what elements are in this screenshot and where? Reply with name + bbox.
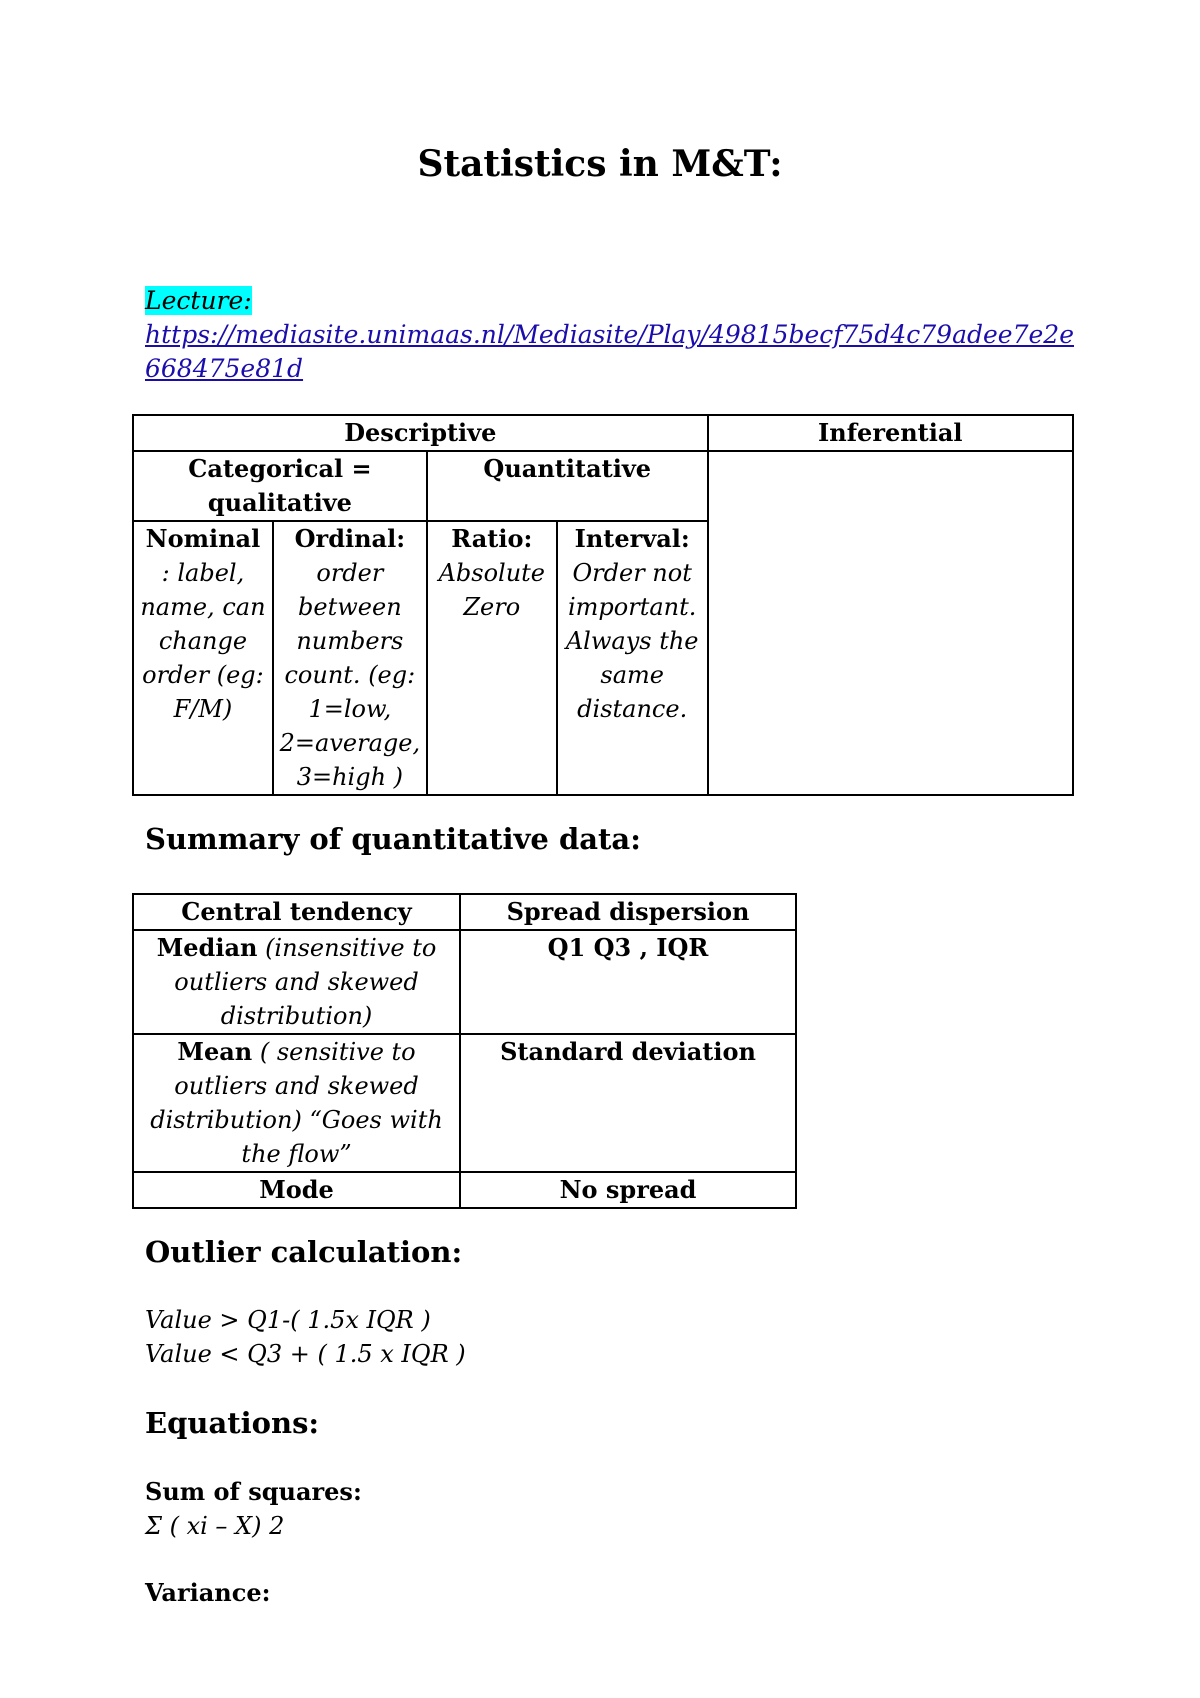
central-tendency-header: Central tendency xyxy=(133,894,460,930)
nominal-description: : label, name, can change order (eg: F/M) xyxy=(140,559,266,723)
sum-of-squares-block xyxy=(145,1475,362,1543)
median-note: (insensitive to outliers and skewed distribution) xyxy=(174,934,437,1030)
interval-description: Order not important. Always the same distance. xyxy=(565,559,699,723)
interval-heading: Interval: xyxy=(574,524,690,553)
categorical-header: Categorical = qualitative xyxy=(133,451,427,521)
ratio-cell xyxy=(427,521,557,795)
table-row-median-left xyxy=(133,930,460,1034)
mean-label: Mean xyxy=(177,1037,253,1066)
page-title: Statistics in M&T: xyxy=(417,143,783,185)
outlier-heading: Outlier calculation: xyxy=(145,1235,463,1269)
lecture-label: Lecture: xyxy=(145,286,252,315)
descriptive-header: Descriptive xyxy=(133,415,708,451)
table-row-mean-right: Standard deviation xyxy=(460,1034,796,1172)
table-row-mean-left xyxy=(133,1034,460,1172)
ordinal-heading: Ordinal: xyxy=(294,524,406,553)
outlier-formula-2: Value < Q3 + ( 1.5 x IQR ) xyxy=(145,1340,466,1368)
nominal-cell xyxy=(133,521,273,795)
table-row-mode-right: No spread xyxy=(460,1172,796,1208)
outlier-formula-1: Value > Q1-( 1.5x IQR ) xyxy=(145,1306,431,1334)
spread-dispersion-header: Spread dispersion xyxy=(460,894,796,930)
ratio-heading: Ratio: xyxy=(451,524,533,553)
table-row-median-right: Q1 Q3 , IQR xyxy=(460,930,796,1034)
lecture-block xyxy=(145,284,1075,386)
equations-heading: Equations: xyxy=(145,1406,320,1440)
lecture-link[interactable]: https://mediasite.unimaas.nl/Mediasite/Play/49815becf75d4c79adee7e2e668475e81d xyxy=(145,320,1074,383)
ordinal-cell xyxy=(273,521,427,795)
ordinal-description: order between numbers count. (eg: 1=low, 2=average, 3=high ) xyxy=(279,559,421,791)
median-label: Median xyxy=(156,933,258,962)
table-row-mode-left: Mode xyxy=(133,1172,460,1208)
summary-table xyxy=(132,893,797,1209)
outlier-formulas xyxy=(145,1303,466,1371)
nominal-heading: Nominal xyxy=(145,524,261,553)
summary-heading: Summary of quantitative data: xyxy=(145,822,641,856)
variance-label: Variance: xyxy=(145,1578,271,1607)
quantitative-header: Quantitative xyxy=(427,451,708,521)
sum-of-squares-formula: Σ ( xi – X) 2 xyxy=(145,1512,285,1540)
interval-cell xyxy=(557,521,708,795)
ratio-description: Absolute Zero xyxy=(438,559,546,621)
inferential-cell xyxy=(708,451,1073,795)
inferential-header: Inferential xyxy=(708,415,1073,451)
sum-of-squares-label: Sum of squares: xyxy=(145,1477,362,1506)
mean-note: ( sensitive to outliers and skewed distribution) “Goes with the flow” xyxy=(150,1038,443,1168)
data-types-table xyxy=(132,414,1074,796)
